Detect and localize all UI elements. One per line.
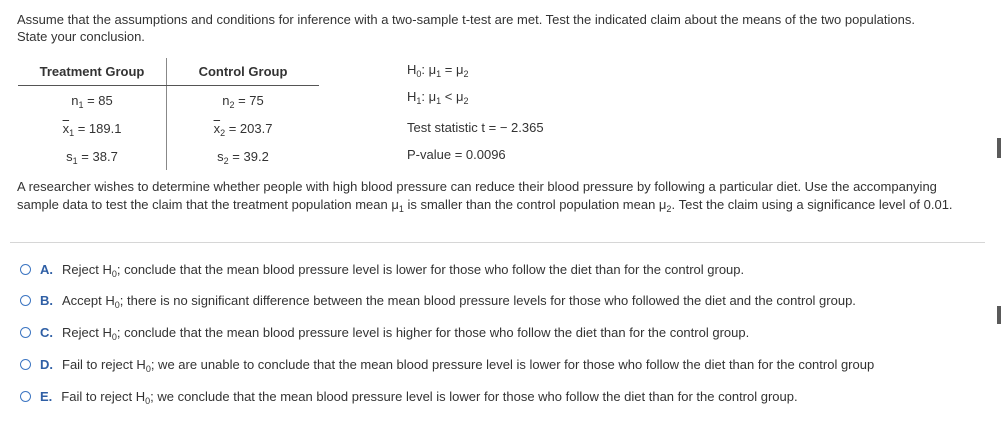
option-text: Accept $H_0$; there is no significant difference between the mean blood pressure levels for those who followed the diet and the control group. — [62, 293, 856, 310]
header-treatment-group: Treatment Group — [18, 58, 167, 86]
radio-button[interactable] — [20, 327, 31, 338]
option-letter: A. — [40, 262, 53, 277]
answer-option-c[interactable] — [20, 325, 749, 340]
answer-option-a[interactable] — [20, 262, 744, 277]
option-text: Reject $H_0$; conclude that the mean blood pressure level is lower for those who follow the diet than for the control group. — [62, 262, 745, 279]
scenario-text: A researcher wishes to determine whether people with high blood pressure can reduce their blood pressure by following a particular diet. Use the accompanying sample data to test the claim that the treatment population mean $\mu_1$ is smaller than the control population mean $\mu_2$. Test the claim using a significance level of 0.01. — [17, 179, 953, 214]
answer-option-e[interactable] — [20, 389, 798, 404]
radio-button[interactable] — [20, 359, 31, 370]
option-text: Fail to reject $H_0$; we are unable to conclude that the mean blood pressure level is lower for those who follow the diet than for the control group — [62, 357, 875, 374]
treatment-n: $n_1 = 85$ — [18, 86, 167, 115]
sample-data-table — [18, 58, 319, 170]
option-text: Reject $H_0$; conclude that the mean blood pressure level is higher for those who follow the diet than for the control group. — [62, 325, 750, 342]
treatment-mean: $\overline{x}_1 = 189.1$ — [18, 114, 167, 142]
answer-option-b[interactable] — [20, 293, 856, 308]
option-letter: C. — [40, 325, 53, 340]
control-n: $n_2 = 75$ — [222, 92, 264, 110]
scroll-edge-marker — [997, 138, 1001, 158]
treatment-sd: $s_1 = 38.7$ — [18, 142, 167, 170]
option-text: Fail to reject $H_0$; we conclude that the mean blood pressure level is lower for those who follow the diet than for the control group. — [61, 389, 798, 406]
radio-button[interactable] — [20, 295, 31, 306]
option-letter: D. — [40, 357, 53, 372]
answer-option-d[interactable] — [20, 357, 874, 372]
control-mean: $\overline{x}_2 = 203.7$ — [213, 120, 273, 138]
option-letter: B. — [40, 293, 53, 308]
p-value: P-value = 0.0096 — [407, 147, 506, 162]
alternative-hypothesis: $H_1$: $\mu_1 < \mu_2$ — [407, 89, 469, 106]
option-letter: E. — [40, 389, 53, 404]
radio-button[interactable] — [20, 391, 31, 402]
test-statistic: Test statistic t = − 2.365 — [407, 120, 544, 135]
null-hypothesis: $H_0$: $\mu_1 = \mu_2$ — [407, 62, 469, 79]
header-control-group: Control Group — [167, 58, 320, 86]
control-sd: $s_2 = 39.2$ — [217, 148, 269, 166]
scroll-edge-marker — [997, 306, 1001, 324]
question-intro: Assume that the assumptions and conditions for inference with a two-sample t-test are met. Test the indicated claim about the means of the two populations. State your conclusion. — [17, 12, 915, 44]
divider — [10, 242, 985, 243]
radio-button[interactable] — [20, 264, 31, 275]
